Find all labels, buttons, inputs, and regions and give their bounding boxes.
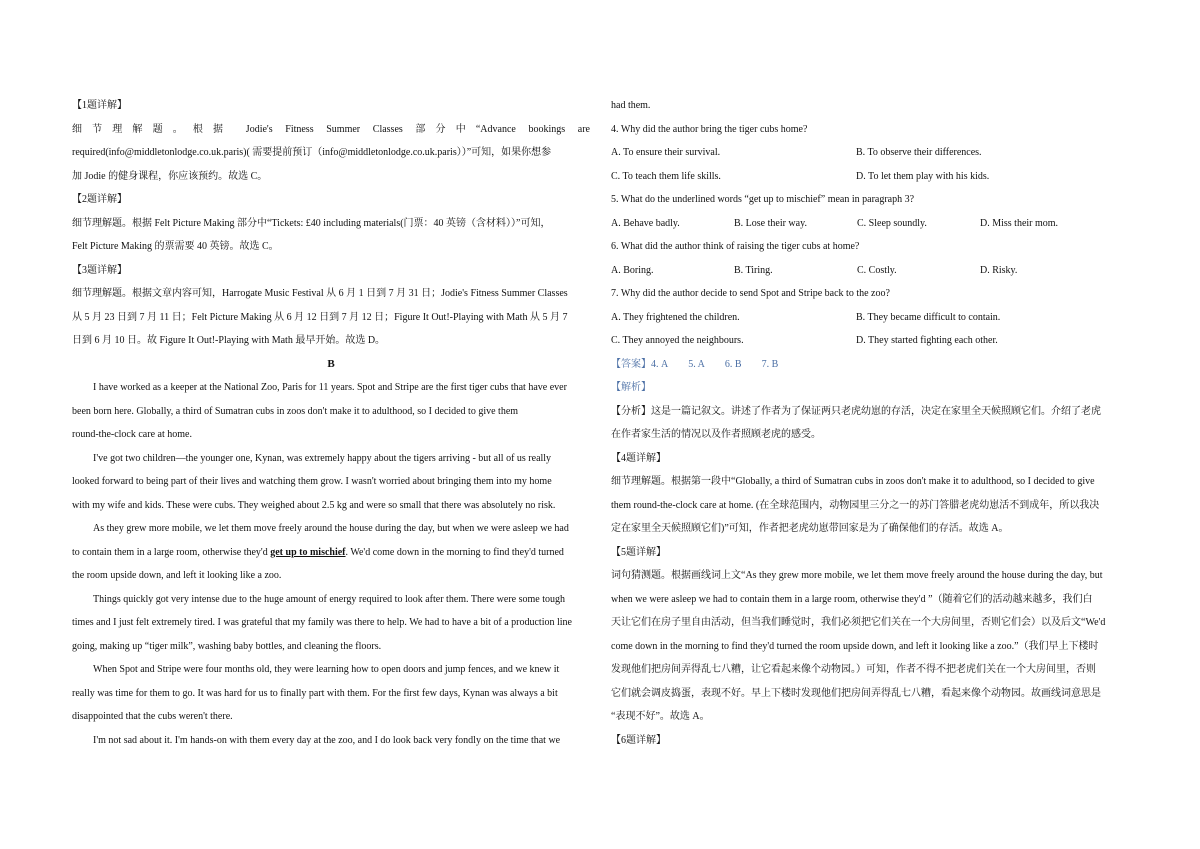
- answer-option: A. Boring.: [611, 264, 654, 276]
- section-title: B: [327, 357, 335, 370]
- explanation-line: 日到 6 月 10 日。故 Figure It Out!-Playing with Math 最早开始。故选 D。: [72, 335, 386, 346]
- answer-option: C. They annoyed the neighbours.: [611, 335, 744, 346]
- answer-option: D. Risky.: [980, 264, 1018, 276]
- answer-option: C. To teach them life skills.: [611, 170, 721, 182]
- right-column: [611, 94, 1129, 752]
- passage-line: I have worked as a keeper at the National Zoo, Paris for 11 years. Spot and Stripe are the first tiger cubs that have ever: [93, 382, 567, 393]
- explanation-line: come down in the morning to find they'd turned the room upside down, and left it looking like a zoo.”（我们早上下楼时: [611, 640, 1099, 652]
- answer-option: D. To let them play with his kids.: [856, 170, 990, 182]
- answer-option: A. Behave badly.: [611, 217, 680, 229]
- passage-line: I've got two children—the younger one, Kynan, was extremely happy about the tigers arriving - but all of us really: [93, 452, 552, 464]
- answer-option: A. To ensure their survival.: [611, 147, 721, 158]
- answer-option: B. To observe their differences.: [856, 147, 982, 158]
- passage-line: disappointed that the cubs weren't there.: [72, 711, 233, 722]
- explanation-line: 定在家里全天候照顾它们)”可知，作者把老虎幼崽带回家是为了确保他们的存活。故选 A。: [611, 523, 1009, 534]
- explanation-line: 细节理解题。根据文章内容可知，Harrogate Music Festival 从 6 月 1 日到 7 月 31 日；Jodie's Fitness Summer Classes: [72, 288, 568, 299]
- option-row: [611, 212, 1129, 236]
- analysis-label: 【解析】: [611, 382, 651, 393]
- answer-option: B. Tiring.: [734, 264, 773, 276]
- passage-line: When Spot and Stripe were four months old, they were learning how to open doors and jump fences, and we knew it: [93, 664, 560, 675]
- passage-line: with my wife and kids. These were cubs. They weighed about 2.5 kg and were so small that there was absolutely no risk.: [72, 499, 556, 511]
- explanation-line: 发现他们把房间弄得乱七八糟，让它看起来像个动物园。）可知，作者不得不把老虎们关在一个大房间里，否则: [611, 664, 1096, 675]
- explanation-line: 词句猜测题。根据画线词上文“As they grew more mobile, we let them move freely around the house during the day, but: [611, 570, 1103, 581]
- underlined-phrase: get up to mischief: [270, 546, 346, 558]
- explanation-line: 【4题详解】: [611, 452, 666, 464]
- explanation-line: 在作者家生活的情况以及作者照顾老虎的感受。: [611, 429, 821, 440]
- explanation-line: 细节理解题。根据 Jodie's Fitness Summer Classes 部分中“Advance bookings are: [72, 123, 590, 135]
- passage-line: the room upside down, and left it looking like a zoo.: [72, 570, 282, 581]
- answer-option: B. They became difficult to contain.: [856, 311, 1001, 323]
- answer-option: D. Miss their mom.: [980, 217, 1059, 229]
- explanation-line: required(info@middletonlodge.co.uk.paris)( 需要提前预订（info@middletonlodge.co.uk.paris））”可知，如果你想参: [72, 147, 552, 158]
- explanation-line: 【2题详解】: [72, 194, 127, 205]
- passage-line: looked forward to being part of their lives and watching them grow. I wasn't worried about bringing them into my home: [72, 476, 552, 487]
- option-row: [611, 165, 1129, 189]
- passage-text: . We'd come down in the morning to find they'd turned: [345, 546, 564, 558]
- explanation-line: “表现不好”。故选 A。: [611, 711, 710, 722]
- passage-line: round-the-clock care at home.: [72, 429, 192, 440]
- passage-line: had them.: [611, 100, 651, 111]
- answer-option: C. Sleep soundly.: [857, 217, 927, 229]
- answer-label: 【答案】: [611, 358, 651, 370]
- answer-option: B. Lose their way.: [734, 217, 807, 229]
- question-text: 6. What did the author think of raising the tiger cubs at home?: [611, 241, 860, 252]
- explanation-line: them round-the-clock care at home. (在全球范围内，动物园里三分之一的苏门答腊老虎幼崽活不到成年，所以我决: [611, 499, 1100, 511]
- explanation-line: 【5题详解】: [611, 546, 666, 558]
- question-text: 5. What do the underlined words “get up to mischief” mean in paragraph 3?: [611, 194, 915, 205]
- answer-key: 5. A: [688, 358, 705, 370]
- explanation-line: 它们就会调皮捣蛋，表现不好。早上下楼时发现他们把房间弄得乱七八糟，看起来像个动物园。故画线词意思是: [611, 687, 1101, 699]
- answer-key: 6. B: [724, 358, 742, 370]
- answer-option: C. Costly.: [857, 264, 897, 276]
- passage-text: to contain them in a large room, otherwise they'd: [72, 546, 271, 558]
- explanation-line: 从 5 月 23 日到 7 月 11 日；Felt Picture Making 从 6 月 12 日到 7 月 12 日；Figure It Out!-Playing with Math 从 5 月 7: [72, 311, 568, 323]
- answer-option: D. They started fighting each other.: [856, 335, 998, 346]
- passage-line-underlined: [72, 541, 590, 565]
- explanation-line: 【3题详解】: [72, 264, 127, 276]
- explanation-line: Felt Picture Making 的票需要 40 英镑。故选 C。: [72, 241, 279, 252]
- option-row: [611, 306, 1129, 330]
- passage-line: going, making up “tiger milk”, washing baby bottles, and cleaning the floors.: [72, 640, 382, 652]
- question-text: 4. Why did the author bring the tiger cubs home?: [611, 123, 808, 135]
- explanation-line: 细节理解题。根据 Felt Picture Making 部分中“Tickets: £40 including materials(门票：40 英镑（含材料））”可知，: [72, 217, 551, 229]
- explanation-line: 【分析】这是一篇记叙文。讲述了作者为了保证两只老虎幼崽的存活，决定在家里全天候照顾它们。介绍了老虎: [611, 405, 1101, 417]
- option-row: [611, 259, 1129, 283]
- passage-line: really was time for them to go. It was hard for us to finally part with them. For the first few days, Kynan was always a bit: [72, 687, 558, 699]
- explanation-line: 加 Jodie 的健身课程，你应该预约。故选 C。: [72, 170, 268, 182]
- passage-line: times and I just felt extremely tired. I was grateful that my family was there to help. We had to have a bit of a production line: [72, 617, 572, 628]
- option-row: [611, 141, 1129, 165]
- passage-line: As they grew more mobile, we let them move freely around the house during the day, but when we were asleep we had: [93, 523, 569, 534]
- passage-line: been born here. Globally, a third of Sumatran cubs in zoos don't make it to adulthood, so I decided to give them: [72, 405, 519, 417]
- explanation-line: 【6题详解】: [611, 734, 666, 746]
- answer-line: [611, 353, 1129, 377]
- explanation-line: when we were asleep we had to contain them in a large room, otherwise they'd ”（随着它们的活动越来越多，我们白: [611, 593, 1093, 605]
- explanation-line: 【1题详解】: [72, 100, 127, 111]
- answer-key: 7. B: [761, 358, 779, 370]
- passage-line: Things quickly got very intense due to the huge amount of energy required to look after them. There were some tough: [93, 593, 566, 605]
- answer-key: 4. A: [651, 358, 669, 370]
- question-text: 7. Why did the author decide to send Spot and Stripe back to the zoo?: [611, 288, 890, 299]
- explanation-line: 细节理解题。根据第一段中“Globally, a third of Sumatran cubs in zoos don't make it to adulthood, so I decided to give: [611, 476, 1095, 487]
- option-row: [611, 329, 1129, 353]
- left-column: [72, 94, 590, 752]
- passage-line: I'm not sad about it. I'm hands-on with them every day at the zoo, and I do look back very fondly on the time that we: [93, 734, 561, 746]
- answer-option: A. They frightened the children.: [611, 311, 740, 323]
- explanation-line: 天让它们在房子里自由活动，但当我们睡觉时，我们必须把它们关在一个大房间里，否则它们会）以及后文“We'd: [611, 617, 1106, 628]
